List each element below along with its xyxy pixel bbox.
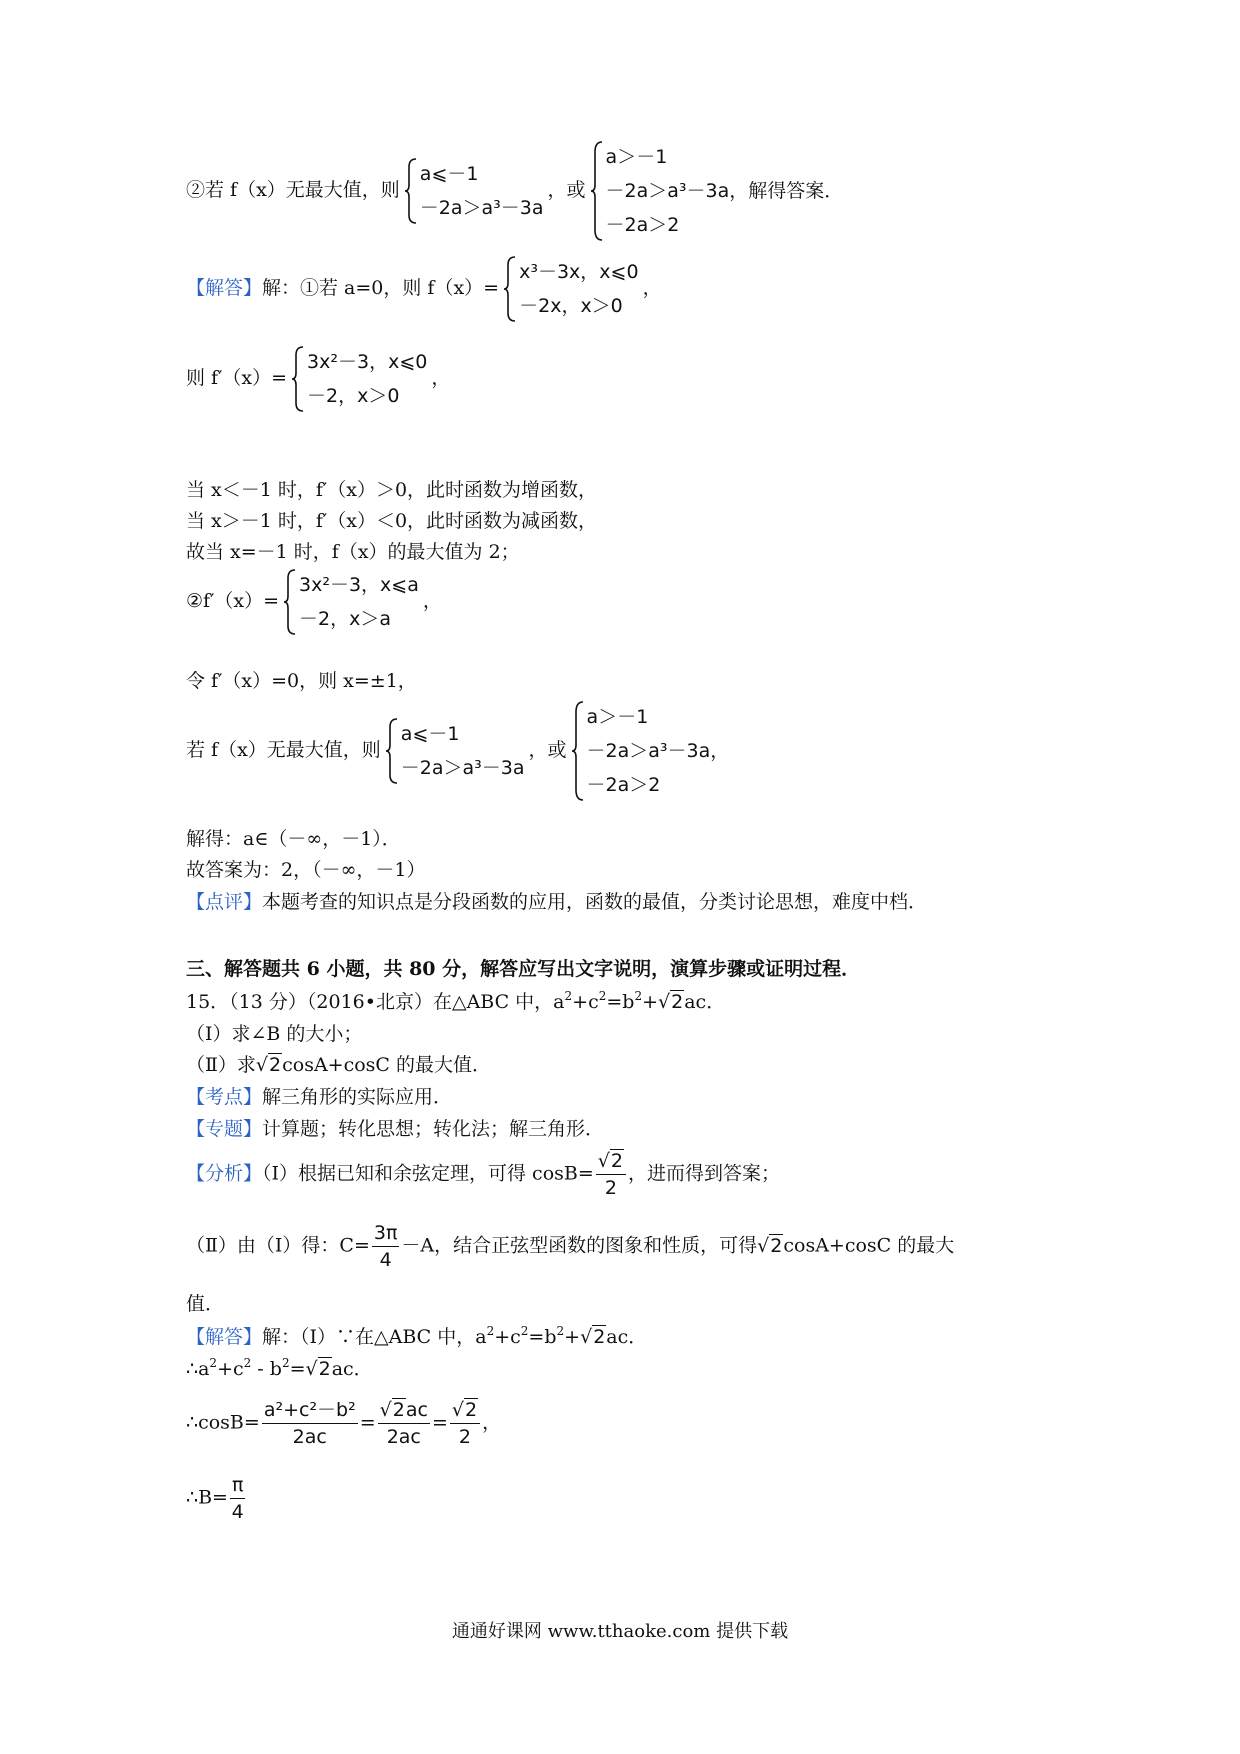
text: 15．（13 分）（2016•北京）在△ABC 中，a (186, 991, 565, 1013)
text-line: 值． (186, 1293, 225, 1315)
case-system (590, 140, 844, 242)
text: 若 f（x）无最大值，则 (186, 739, 381, 761)
radicand: 2 (392, 1399, 405, 1421)
brace-icon (404, 157, 418, 225)
exponent: 2 (281, 1356, 290, 1370)
text: ，或 (528, 739, 567, 761)
text: （Ⅱ）求 (186, 1054, 256, 1076)
exponent: 2 (209, 1356, 218, 1370)
sqrt: √2 (757, 1234, 783, 1257)
section-heading: 三、解答题共 6 小题，共 80 分，解答应写出文字说明，演算步骤或证明过程． (186, 958, 861, 980)
text: ∴cosB= (186, 1411, 260, 1434)
condition-line (186, 700, 733, 802)
exponent: 2 (486, 1324, 495, 1338)
text: （Ⅱ）由（Ⅰ）得：C= (186, 1234, 370, 1257)
exponent: 2 (243, 1356, 252, 1370)
numerator (450, 1397, 480, 1424)
subject-line (186, 1115, 604, 1143)
text: ac． (684, 991, 726, 1013)
brace-icon (291, 345, 305, 413)
sqrt: √2 (451, 1399, 478, 1421)
topic-line (186, 1083, 452, 1111)
numerator: 3π (372, 1220, 400, 1247)
fraction (596, 1148, 626, 1201)
case-system (571, 700, 730, 802)
fraction (378, 1397, 430, 1450)
text: ∴B= (186, 1486, 228, 1509)
derivative-line (186, 345, 450, 413)
text: ②若 f（x）无最大值，则 (186, 179, 400, 201)
text: ，进而得到答案； (627, 1162, 780, 1185)
radicand: 2 (671, 991, 684, 1013)
radicand: 2 (610, 1150, 623, 1172)
case-row: a＞－1 (586, 706, 649, 728)
case-row: －2a＞a³－3a，解得答案． (605, 180, 844, 202)
text: 解：①若 a=0，则 f（x）= (262, 277, 500, 299)
radicand: 2 (593, 1326, 606, 1348)
denominator: 2ac (386, 1426, 421, 1448)
text: ac． (606, 1326, 648, 1348)
question-line (186, 988, 725, 1016)
case-row: －2x，x＞0 (519, 295, 623, 317)
fraction (262, 1397, 358, 1450)
case-row: a＞－1 (605, 146, 668, 168)
case-system (503, 255, 638, 323)
topic-tag: 【考点】 (186, 1086, 263, 1108)
text: 本题考查的知识点是分段函数的应用，函数的最值，分类讨论思想，难度中档． (262, 891, 928, 913)
solution-line (186, 255, 662, 323)
fraction (230, 1472, 245, 1525)
brace-icon (571, 700, 585, 802)
text-line: 解得：a∈（－∞，－1）． (186, 828, 401, 850)
sqrt: √2 (580, 1326, 606, 1348)
text: ac． (331, 1358, 373, 1380)
exponent: 2 (556, 1324, 565, 1338)
case-row: －2a＞2 (586, 774, 661, 796)
text: cosA+cosC 的最大 (783, 1234, 955, 1257)
text: 计算题；转化思想；转化法；解三角形． (262, 1118, 605, 1140)
text: - b (251, 1358, 282, 1380)
text: cosA+cosC 的最大值． (282, 1054, 492, 1076)
text-line: 故当 x=－1 时，f（x）的最大值为 2； (186, 541, 520, 563)
case-row: x³－3x，x⩽0 (519, 261, 639, 283)
step-line (186, 1397, 501, 1450)
case-row: －2a＞a³－3a (400, 757, 525, 779)
numerator (378, 1397, 430, 1424)
exponent: 2 (598, 989, 607, 1003)
text-line: 令 f′（x）=0，则 x=±1， (186, 670, 417, 692)
text: ac (405, 1399, 428, 1421)
sqrt: √2 (658, 991, 684, 1013)
step-line (186, 1472, 247, 1525)
comment-tag: 【点评】 (186, 891, 263, 913)
text: ②f′（x）= (186, 590, 280, 612)
exponent: 2 (564, 989, 573, 1003)
condition-line (186, 140, 847, 242)
radicand: 2 (269, 1054, 282, 1076)
step-line (186, 1355, 373, 1383)
case-system (283, 568, 419, 636)
derivative-line (186, 568, 442, 636)
exponent: 2 (520, 1324, 529, 1338)
fraction (372, 1220, 400, 1273)
case-row: a⩽－1 (400, 723, 460, 745)
case-row: －2，x＞a (299, 608, 391, 630)
text: ， (422, 590, 442, 612)
text-line: （Ⅰ）求∠B 的大小； (186, 1023, 363, 1045)
text: = (359, 1411, 376, 1434)
denominator: 2 (604, 1177, 617, 1199)
case-system (404, 157, 544, 225)
case-row: －2，x＞0 (307, 385, 400, 407)
sqrt: √2 (379, 1399, 405, 1421)
denominator: 2 (458, 1426, 472, 1448)
sqrt: √2 (255, 1054, 282, 1076)
text-line: 当 x＜－1 时，f′（x）＞0，此时函数为增函数， (186, 479, 598, 501)
brace-icon (590, 140, 604, 242)
case-row: －2a＞2 (605, 214, 680, 236)
text: ， (642, 277, 662, 299)
sqrt: √2 (305, 1358, 331, 1380)
case-system (291, 345, 427, 413)
numerator: a²+c²－b² (262, 1397, 358, 1424)
text: + (642, 991, 659, 1013)
fraction (450, 1397, 480, 1450)
text: 则 f′（x）= (186, 367, 288, 389)
case-system (385, 717, 525, 785)
text: ，或 (547, 179, 586, 201)
text: －A，结合正弦型函数的图象和性质，可得 (401, 1234, 758, 1257)
case-row: 3x²－3，x⩽0 (307, 351, 428, 373)
sqrt: √2 (597, 1150, 623, 1172)
brace-icon (385, 717, 399, 785)
analysis-line (186, 1220, 954, 1273)
case-row: －2a＞a³－3a (419, 197, 544, 219)
solution-tag: 【解答】 (186, 277, 263, 299)
text: =b (528, 1326, 557, 1348)
case-row: －2a＞a³－3a， (586, 740, 730, 762)
brace-icon (283, 568, 297, 636)
numerator: π (230, 1472, 245, 1499)
subject-tag: 【专题】 (186, 1118, 263, 1140)
text: ， (482, 1411, 502, 1434)
comment-line (186, 888, 927, 916)
question-line (186, 1051, 491, 1079)
text: ， (431, 367, 451, 389)
radicand: 2 (464, 1399, 478, 1421)
text: 解三角形的实际应用． (262, 1086, 453, 1108)
text-line: 故答案为：2，（－∞，－1） (186, 859, 426, 881)
text: + (564, 1326, 581, 1348)
solution-line (186, 1323, 647, 1351)
page-footer: 通通好课网 www.tthaoke.com 提供下载 (451, 1621, 789, 1642)
case-row: 3x²－3，x⩽a (299, 574, 419, 596)
text: ∴a (186, 1358, 210, 1380)
numerator (596, 1148, 626, 1175)
radicand: 2 (318, 1358, 331, 1380)
radicand: 2 (770, 1234, 783, 1257)
text: （Ⅰ）根据已知和余弦定理，可得 cosB= (262, 1162, 594, 1185)
case-row: a⩽－1 (419, 163, 479, 185)
text: = (431, 1411, 448, 1434)
denominator: 4 (231, 1501, 244, 1523)
text: =b (606, 991, 635, 1013)
denominator: 4 (379, 1249, 392, 1271)
text: +c (494, 1326, 521, 1348)
text: +c (572, 991, 599, 1013)
text: +c (217, 1358, 244, 1380)
text-line: 当 x＞－1 时，f′（x）＜0，此时函数为减函数， (186, 510, 598, 532)
solution-tag: 【解答】 (186, 1326, 263, 1348)
exponent: 2 (634, 989, 643, 1003)
text: = (289, 1358, 306, 1380)
text: 解：（Ⅰ）∵在△ABC 中，a (262, 1326, 487, 1348)
analysis-tag: 【分析】 (186, 1162, 263, 1185)
denominator: 2ac (292, 1426, 327, 1448)
brace-icon (503, 255, 517, 323)
analysis-line (186, 1148, 780, 1201)
